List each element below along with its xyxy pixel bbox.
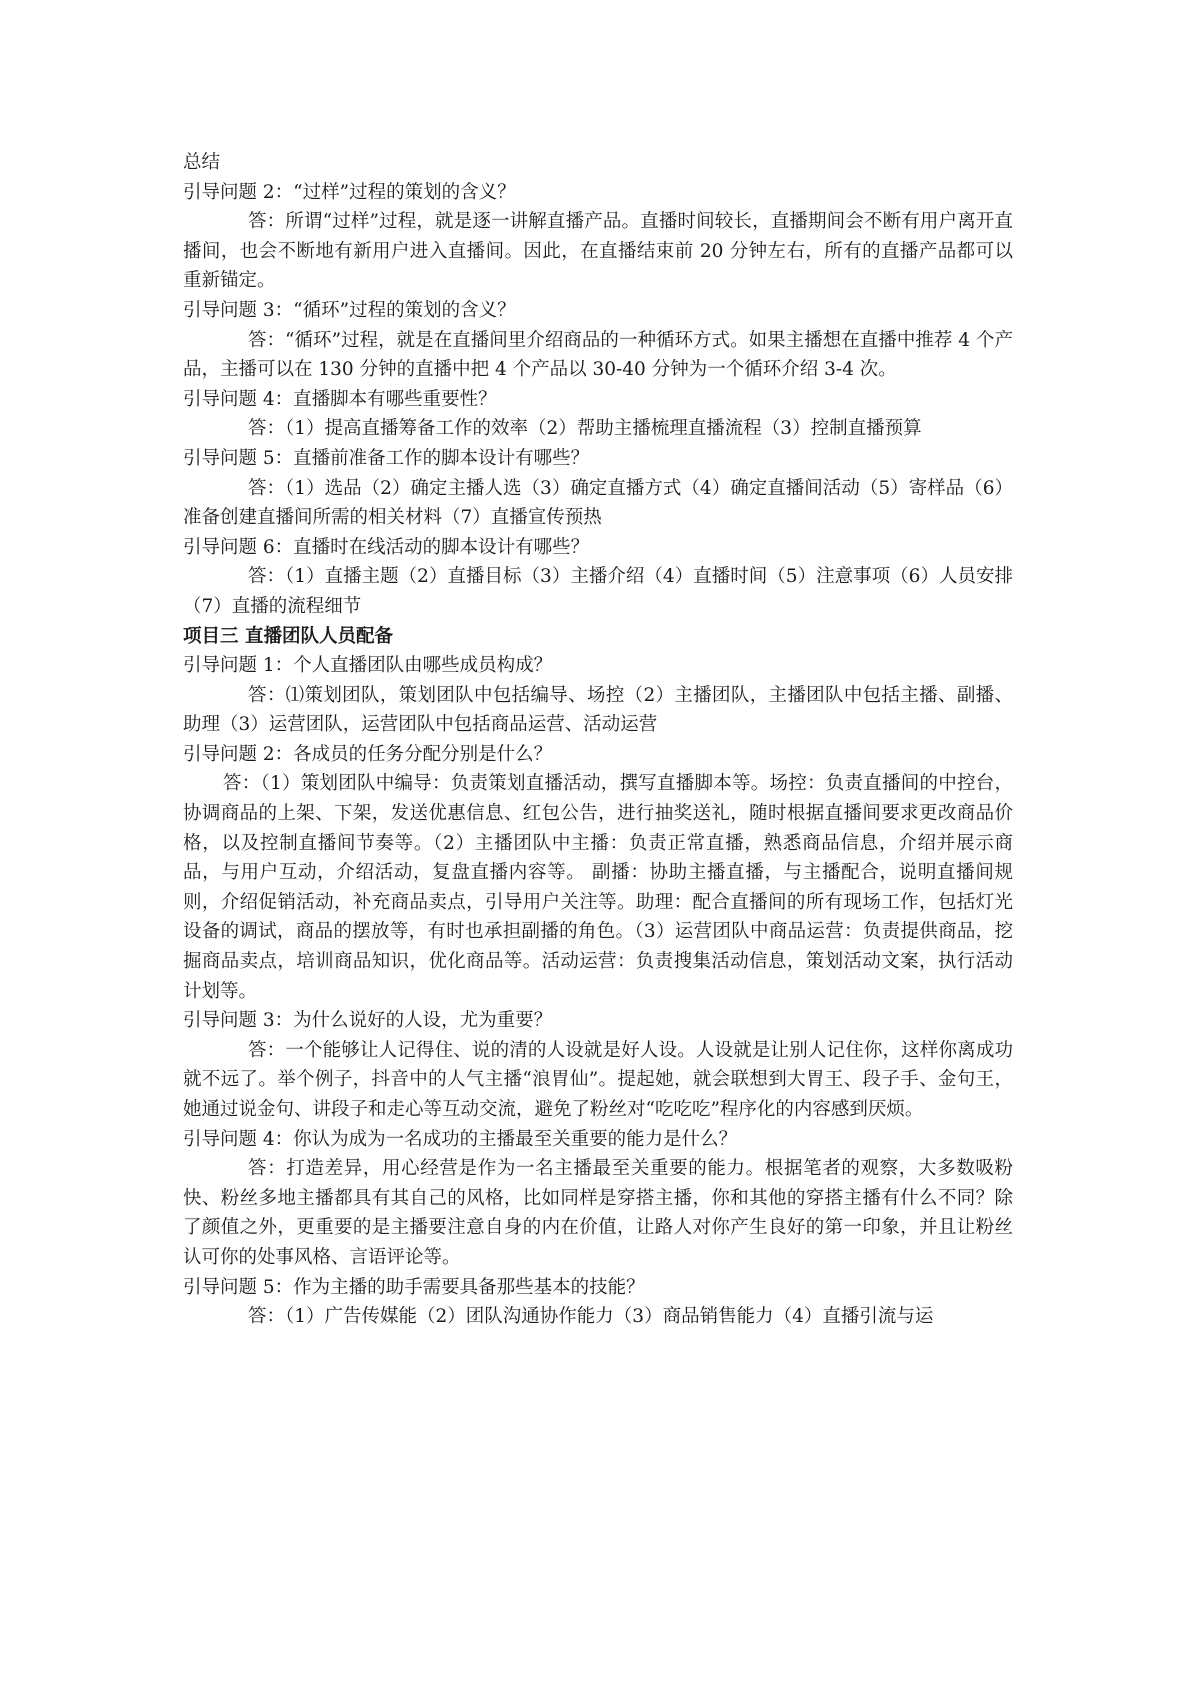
answer-paragraph: 答：一个能够让人记得住、说的清的人设就是好人设。人设就是让别人记住你，这样你离成功就不远了。举个例子，抖音中的人气主播“浪胃仙”。提起她，就会联想到大胃王、段子手、金句王，她通过说金句、讲段子和走心等互动交流，避免了粉丝对“吃吃吃”程序化的内容感到厌烦。 <box>183 1039 1013 1120</box>
question-line: 引导问题 5：作为主播的助手需要具备那些基本的技能？ <box>183 1276 645 1298</box>
question-line: 引导问题 2：“过样”过程的策划的含义？ <box>183 181 516 203</box>
document-page <box>183 148 1013 1332</box>
answer-paragraph: 答：（1）提高直播筹备工作的效率（2）帮助主播梳理直播流程（3）控制直播预算 <box>248 418 922 440</box>
section-heading: 项目三 直播团队人员配备 <box>183 625 393 647</box>
question-line: 引导问题 1：个人直播团队由哪些成员构成？ <box>183 655 553 677</box>
answer-paragraph: 答：（1）广告传媒能（2）团队沟通协作能力（3）商品销售能力（4）直播引流与运 <box>248 1306 934 1328</box>
question-line: 引导问题 4：你认为成为一名成功的主播最至关重要的能力是什么？ <box>183 1128 738 1150</box>
answer-paragraph: 答：（1）直播主题（2）直播目标（3）主播介绍（4）直播时间（5）注意事项（6）人员安排（7）直播的流程细节 <box>183 566 1013 617</box>
question-line: 引导问题 3：为什么说好的人设，尤为重要？ <box>183 1010 553 1032</box>
answer-paragraph: 答：（1）策划团队中编导：负责策划直播活动，撰写直播脚本等。场控：负责直播间的中控台，协调商品的上架、下架，发送优惠信息、红包公告，进行抽奖送礼，随时根据直播间要求更改商品价格，以及控制直播间节奏等。（2）主播团队中主播：负责正常直播，熟悉商品信息，介绍并展示商品，与用户互动，介绍活动，复盘直播内容等。 副播：协助主播直播，与主播配合，说明直播间规则，介绍促销活动，补充商品卖点，引导用户关注等。助理：配合直播间的所有现场工作，包括灯光设备的调试，商品的摆放等，有时也承担副播的角色。（3）运营团队中商品运营：负责提供商品，挖掘商品卖点，培训商品知识，优化商品等。活动运营：负责搜集活动信息，策划活动文案，执行活动计划等。 <box>183 773 1013 1002</box>
text-line: 总结 <box>183 152 221 173</box>
question-line: 引导问题 4：直播脚本有哪些重要性？ <box>183 388 497 410</box>
question-line: 引导问题 3：“循环”过程的策划的含义？ <box>183 299 516 321</box>
answer-paragraph: 答：打造差异，用心经营是作为一名主播最至关重要的能力。根据笔者的观察，大多数吸粉快、粉丝多地主播都具有其自己的风格，比如同样是穿搭主播，你和其他的穿搭主播有什么不同？除了颜值之外，更重要的是主播要注意自身的内在价值，让路人对你产生良好的第一印象，并且让粉丝认可你的处事风格、言语评论等。 <box>183 1158 1013 1268</box>
answer-paragraph: 答：（1）选品（2）确定主播人选（3）确定直播方式（4）确定直播间活动（5）寄样品（6）准备创建直播间所需的相关材料（7）直播宣传预热 <box>183 477 1013 529</box>
question-line: 引导问题 6：直播时在线活动的脚本设计有哪些？ <box>183 536 590 558</box>
answer-paragraph: 答：所谓“过样”过程，就是逐一讲解直播产品。直播时间较长，直播期间会不断有用户离开直播间，也会不断地有新用户进入直播间。因此，在直播结束前 20 分钟左右，所有的直播产品都可以重新锚定。 <box>183 211 1013 292</box>
question-line: 引导问题 5：直播前准备工作的脚本设计有哪些？ <box>183 447 590 469</box>
answer-paragraph: 答：⑴策划团队，策划团队中包括编导、场控（2）主播团队，主播团队中包括主播、副播、助理（3）运营团队，运营团队中包括商品运营、活动运营 <box>183 684 1013 736</box>
answer-paragraph: 答：“循环”过程，就是在直播间里介绍商品的一种循环方式。如果主播想在直播中推荐 4 个产品，主播可以在 130 分钟的直播中把 4 个产品以 30-40 分钟为一个循环介绍 3-4 次。 <box>183 329 1013 381</box>
question-line: 引导问题 2：各成员的任务分配分别是什么？ <box>183 743 553 765</box>
